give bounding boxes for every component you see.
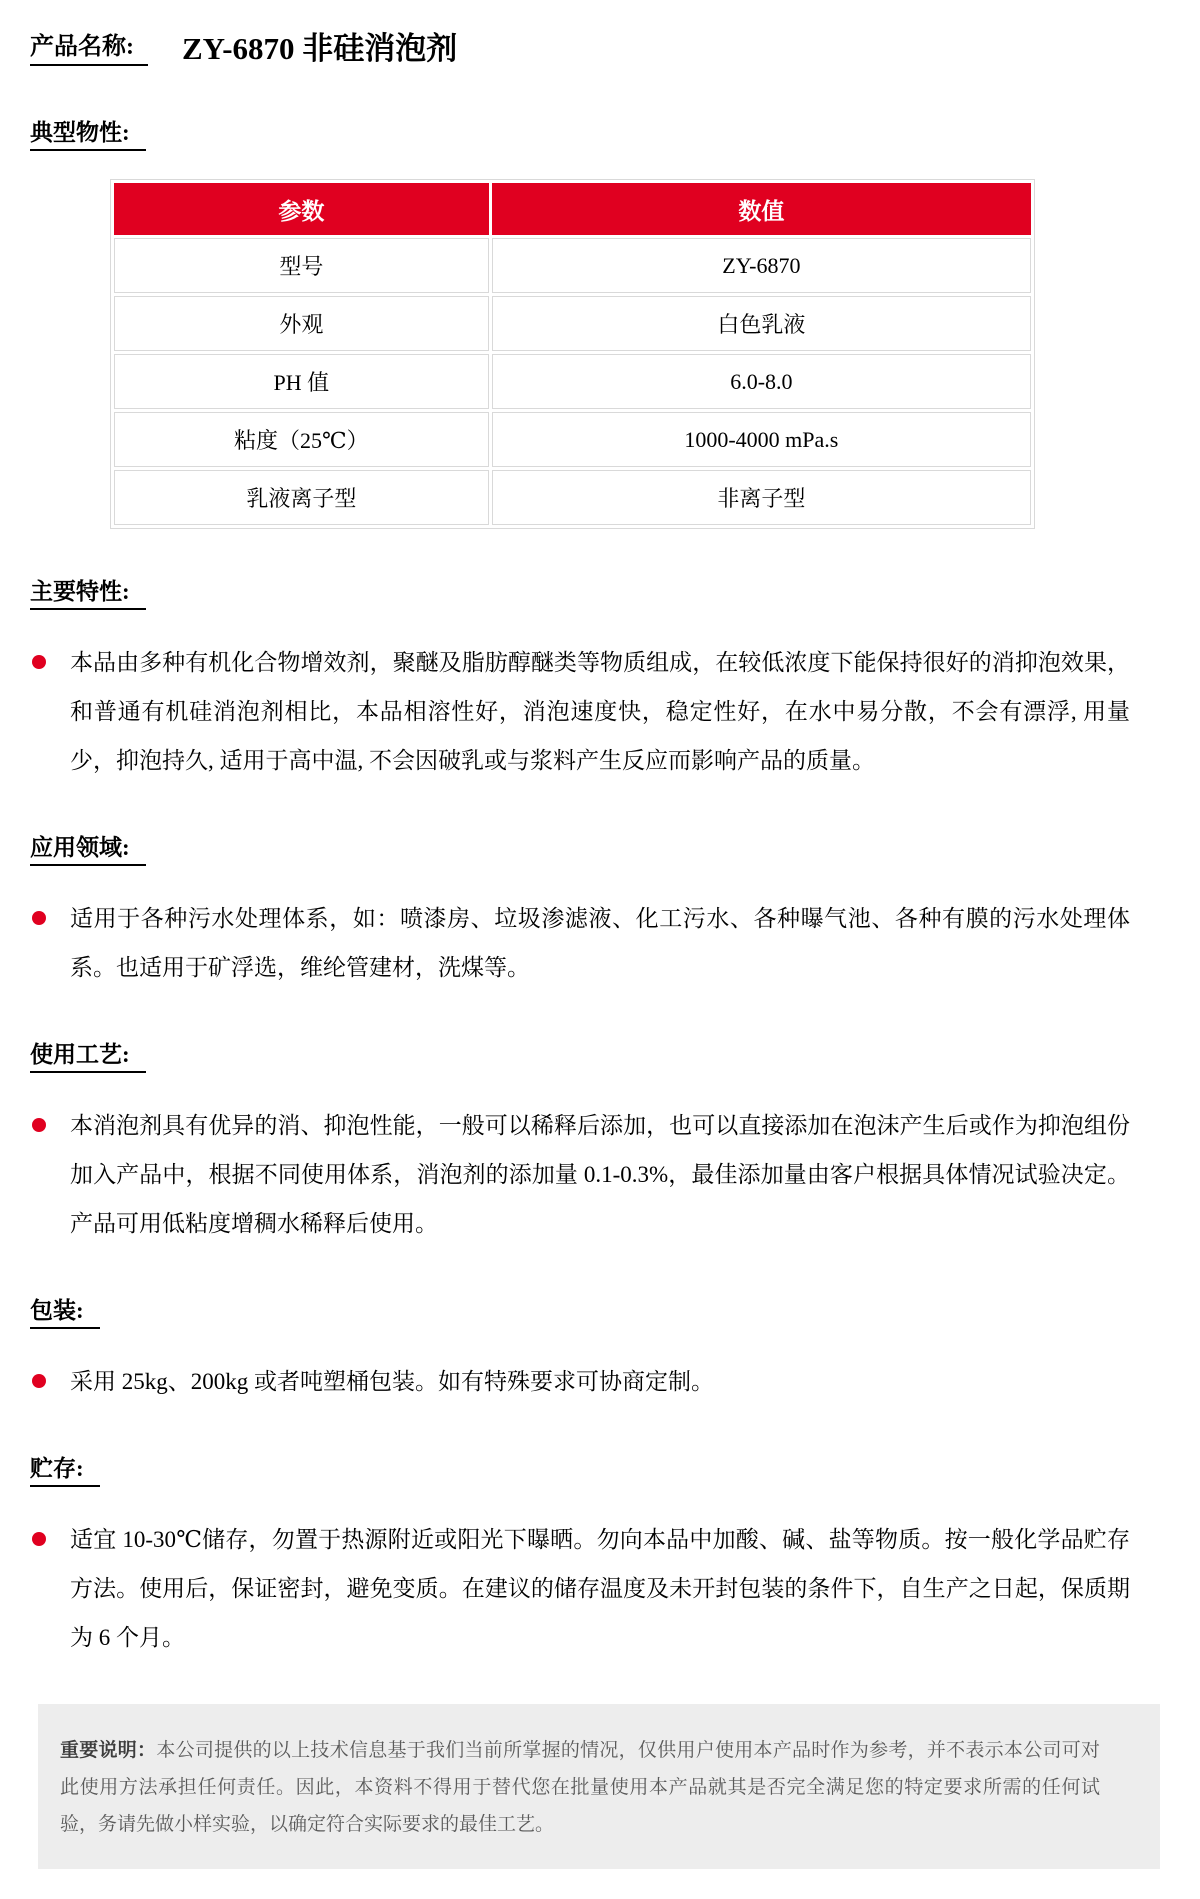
- bullet-dot-icon: [32, 1374, 46, 1388]
- list-item: [30, 1101, 1130, 1248]
- list-item: [30, 1357, 1130, 1406]
- bullet-text: 采用 25kg、200kg 或者吨塑桶包装。如有特殊要求可协商定制。: [70, 1369, 714, 1394]
- properties-table: [110, 179, 1035, 529]
- list-item: [30, 894, 1130, 992]
- section-heading-storage: 贮存:: [30, 1450, 1130, 1487]
- page-title: ZY-6870 非硅消泡剂: [182, 30, 458, 66]
- table-row: [114, 354, 1031, 409]
- important-note-box: [38, 1704, 1160, 1869]
- bullet-dot-icon: [32, 1118, 46, 1132]
- bullet-dot-icon: [32, 655, 46, 669]
- column-header-parameter: 参数: [114, 183, 489, 235]
- note-text: 本公司提供的以上技术信息基于我们当前所掌握的情况，仅供用户使用本产品时作为参考，并不表示本公司可对此使用方法承担任何责任。因此，本资料不得用于替代您在批量使用本产品就其是否完全满足您的特定要求所需的任何试验，务请先做小样实验，以确定符合实际要求的最佳工艺。: [60, 1740, 1100, 1835]
- bullet-dot-icon: [32, 911, 46, 925]
- note-label: 重要说明：: [60, 1740, 157, 1761]
- table-row: [114, 296, 1031, 351]
- column-header-value: 数值: [492, 183, 1031, 235]
- param-cell: 型号: [114, 238, 489, 293]
- bullet-text: 本消泡剂具有优异的消、抑泡性能，一般可以稀释后添加，也可以直接添加在泡沫产生后或作为抑泡组份加入产品中，根据不同使用体系，消泡剂的添加量 0.1-0.3%，最佳添加量由客户根据具体情况试验决定。产品可用低粘度增稠水稀释后使用。: [70, 1113, 1130, 1236]
- section-heading-packaging: 包装:: [30, 1292, 1130, 1329]
- bullet-text: 适宜 10-30℃储存，勿置于热源附近或阳光下曝晒。勿向本品中加酸、碱、盐等物质。按一般化学品贮存方法。使用后，保证密封，避免变质。在建议的储存温度及未开封包装的条件下，自生产之日起，保质期为 6 个月。: [70, 1527, 1130, 1650]
- value-cell: ZY-6870: [492, 238, 1031, 293]
- table-header-row: [114, 183, 1031, 235]
- product-name-label: 产品名称:: [30, 26, 148, 66]
- table-row: [114, 470, 1031, 525]
- section-heading-typical-properties: 典型物性:: [30, 114, 1130, 151]
- bullet-text: 本品由多种有机化合物增效剂，聚醚及脂肪醇醚类等物质组成，在较低浓度下能保持很好的消抑泡效果，和普通有机硅消泡剂相比，本品相溶性好，消泡速度快，稳定性好，在水中易分散，不会有漂浮, 用量少，抑泡持久, 适用于高中温, 不会因破乳或与浆料产生反应而影响产品的质量。: [70, 650, 1130, 773]
- bullet-dot-icon: [32, 1532, 46, 1546]
- list-item: [30, 1515, 1130, 1662]
- value-cell: 1000-4000 mPa.s: [492, 412, 1031, 467]
- param-cell: 乳液离子型: [114, 470, 489, 525]
- table-row: [114, 412, 1031, 467]
- list-item: [30, 638, 1130, 785]
- value-cell: 非离子型: [492, 470, 1031, 525]
- value-cell: 6.0-8.0: [492, 354, 1031, 409]
- section-heading-main-characteristics: 主要特性:: [30, 573, 1130, 610]
- table-row: [114, 238, 1031, 293]
- document-header: [30, 26, 1130, 66]
- param-cell: PH 值: [114, 354, 489, 409]
- value-cell: 白色乳液: [492, 296, 1031, 351]
- section-heading-application-areas: 应用领域:: [30, 829, 1130, 866]
- param-cell: 外观: [114, 296, 489, 351]
- param-cell: 粘度（25℃）: [114, 412, 489, 467]
- section-heading-usage-process: 使用工艺:: [30, 1036, 1130, 1073]
- bullet-text: 适用于各种污水处理体系，如：喷漆房、垃圾渗滤液、化工污水、各种曝气池、各种有膜的污水处理体系。也适用于矿浮选，维纶管建材，洗煤等。: [70, 906, 1130, 980]
